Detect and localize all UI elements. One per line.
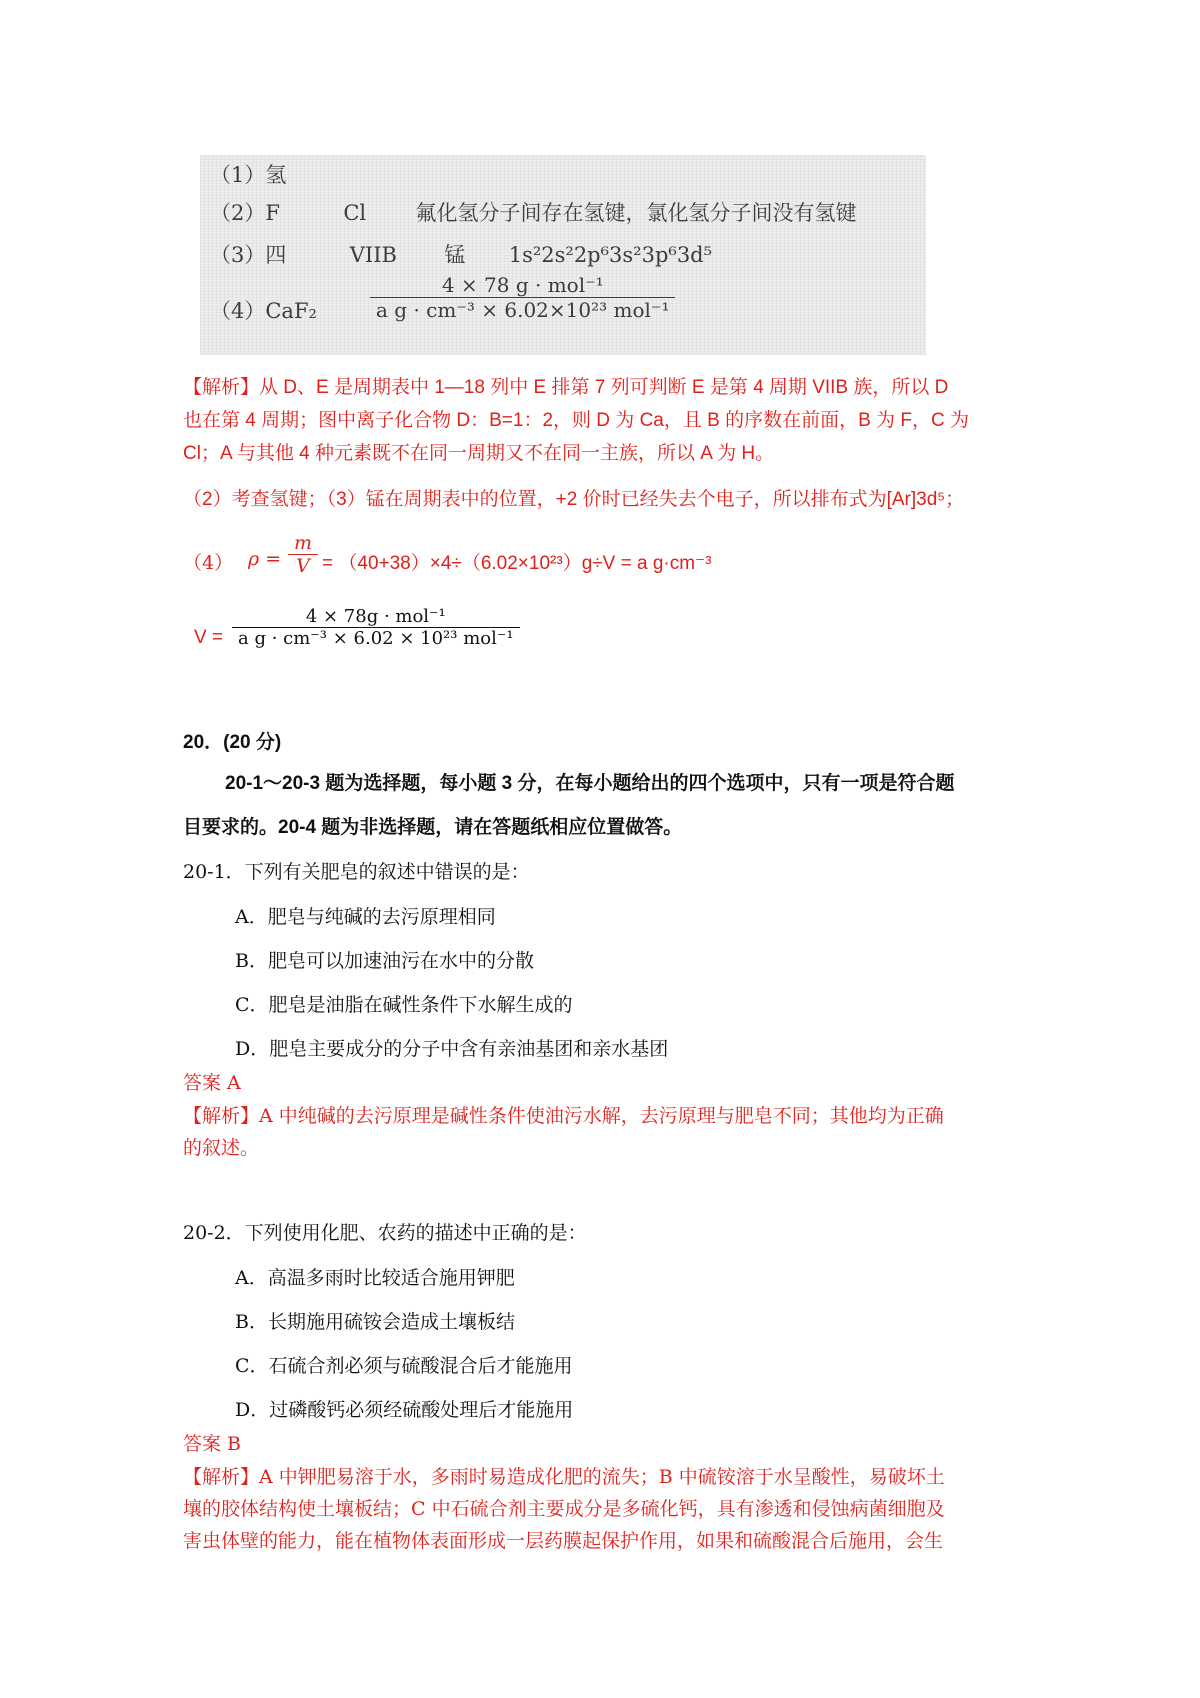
volume-numerator: 4 × 78g · mol⁻¹ <box>305 606 446 627</box>
q20-1-option-a: A．肥皂与纯碱的去污原理相同 <box>235 906 496 928</box>
analysis-line-3: Cl；A 与其他 4 种元素既不在同一周期又不在同一主族，所以 A 为 H。 <box>183 443 775 464</box>
scan-line-1: （1）氢 <box>210 163 287 187</box>
scan-line-3-config: 1s²2s²2p⁶3s²3p⁶3d⁵ <box>508 243 713 267</box>
q20-1-option-c: C．肥皂是油脂在碱性条件下水解生成的 <box>235 994 573 1016</box>
density-v: V <box>296 555 310 577</box>
q20-2-option-a: A．高温多雨时比较适合施用钾肥 <box>235 1267 515 1289</box>
q20-1-stem: 20-1．下列有关肥皂的叙述中错误的是： <box>183 861 530 883</box>
scan-fraction-denominator: a g · cm⁻³ × 6.02×10²³ mol⁻¹ <box>376 298 670 322</box>
scan-line-2 <box>210 197 856 227</box>
density-formula-prefix: （4） <box>183 552 234 574</box>
q20-2-option-b: B．长期施用硫铵会造成土壤板结 <box>235 1311 515 1333</box>
scan-line-3-c: 锰 <box>444 243 466 267</box>
volume-fraction <box>232 606 520 649</box>
q20-2-analysis-line-2: 壤的胶体结构使土壤板结；C 中石硫合剂主要成分是多硫化钙，具有渗透和侵蚀病菌细胞及 <box>183 1498 945 1520</box>
q20-1-option-b: B．肥皂可以加速油污在水中的分散 <box>235 950 534 972</box>
q20-2-analysis-line-3: 害虫体壁的能力，能在植物体表面形成一层药膜起保护作用，如果和硫酸混合后施用，会生 <box>183 1530 944 1552</box>
density-m: m <box>294 532 313 554</box>
q20-2-answer: 答案 B <box>183 1433 242 1455</box>
q20-1-answer: 答案 A <box>183 1072 241 1094</box>
scan-line-4: （4）CaF₂ <box>210 299 317 323</box>
q20-1-option-d: D．肥皂主要成分的分子中含有亲油基团和亲水基团 <box>235 1038 669 1060</box>
scan-density-fraction <box>370 273 675 322</box>
scan-line-2-a: （2）F <box>210 201 280 225</box>
scan-line-2-c: 氟化氢分子间存在氢键，氯化氢分子间没有氢键 <box>415 201 857 225</box>
density-m-over-v <box>288 532 318 577</box>
scan-fraction-numerator: 4 × 78 g · mol⁻¹ <box>441 273 604 297</box>
volume-denominator: a g · cm⁻³ × 6.02 × 10²³ mol⁻¹ <box>238 628 514 649</box>
scan-line-2-b: Cl <box>343 201 367 225</box>
q20-header: 20．(20 分) <box>183 732 282 753</box>
density-formula-rho: ρ = <box>248 548 282 570</box>
analysis-line-1: 【解析】从 D、E 是周期表中 1—18 列中 E 排第 7 列可判断 E 是第 4 周期 VIIB 族，所以 D <box>183 377 949 398</box>
q20-1-analysis-line-2: 的叙述。 <box>183 1137 260 1159</box>
q20-intro-line-1: 20-1～20-3 题为选择题，每小题 3 分，在每小题给出的四个选项中，只有一项是符合题 <box>225 773 955 794</box>
analysis-line-2: 也在第 4 周期；图中离子化合物 D：B=1：2，则 D 为 Ca，且 B 的序数在前面，B 为 F，C 为 <box>183 410 969 431</box>
q20-1-analysis-line-1: 【解析】A 中纯碱的去污原理是碱性条件使油污水解，去污原理与肥皂不同；其他均为正确 <box>183 1105 944 1127</box>
q20-2-analysis-line-1: 【解析】A 中钾肥易溶于水，多雨时易造成化肥的流失；B 中硫铵溶于水呈酸性，易破坏土 <box>183 1466 945 1488</box>
scanned-answer-image <box>200 155 926 355</box>
q20-2-option-c: C．石硫合剂必须与硫酸混合后才能施用 <box>235 1355 573 1377</box>
q20-2-stem: 20-2．下列使用化肥、农药的描述中正确的是： <box>183 1222 587 1244</box>
analysis-line-4: （2）考查氢键；（3）锰在周期表中的位置，+2 价时已经失去个电子，所以排布式为[Ar]3d⁵； <box>183 489 965 510</box>
scan-line-3 <box>210 239 712 269</box>
scan-line-3-a: （3）四 <box>210 243 287 267</box>
q20-2-option-d: D．过磷酸钙必须经硫酸处理后才能施用 <box>235 1399 574 1421</box>
q20-intro-line-2: 目要求的。20-4 题为非选择题，请在答题纸相应位置做答。 <box>183 817 683 838</box>
volume-label: V = <box>194 627 224 648</box>
scan-line-3-b: VIIB <box>349 243 397 267</box>
density-formula-rest: = （40+38）×4÷（6.02×10²³）g÷V = a g·cm⁻³ <box>322 553 712 574</box>
